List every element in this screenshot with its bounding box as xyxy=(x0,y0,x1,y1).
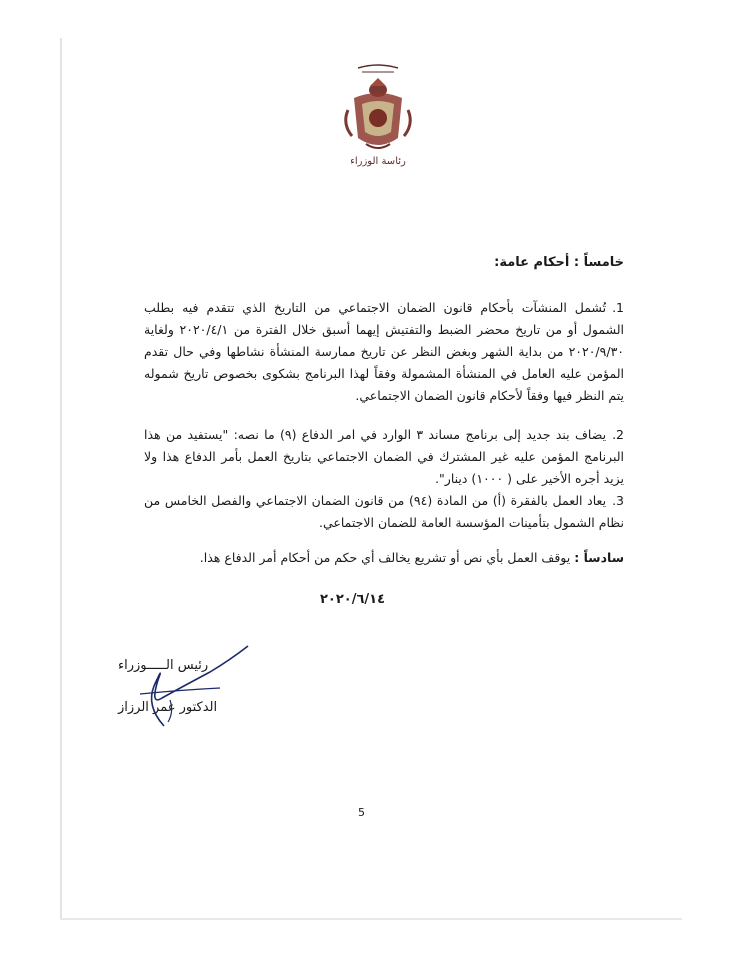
page-number: 5 xyxy=(358,806,365,819)
item-text: يضاف بند جديد إلى برنامج مساند ٣ الوارد في امر الدفاع (٩) ما نصه: "يستفيد من هذا البرنامج المؤمن عليه غير المشترك في الضمان الاجتماعي بتاريخ العمل بأمر الدفاع هذا ولا يزيد أجره الأخير على ( ١٠٠٠) دينار". xyxy=(144,427,624,486)
item-text: يعاد العمل بالفقرة (أ) من المادة (٩٤) من قانون الضمان الاجتماعي والفصل الخامس من نظام الشمول بتأمينات المؤسسة العامة للضمان الاجتماعي. xyxy=(144,493,624,530)
page-border-left xyxy=(60,38,62,920)
signatory-name: الدكتور عمر الرزاز xyxy=(118,700,218,715)
item-number: 1. xyxy=(612,300,624,315)
signatory-title: رئيس الـــــوزراء xyxy=(118,658,209,673)
item-text: تُشمل المنشآت بأحكام قانون الضمان الاجتماعي من التاريخ الذي تتقدم فيه بطلب الشمول أو من تاريخ محضر الضبط والتفتيش إيهما أسبق خلال الفترة من ٢٠٢٠/٤/١ ولغاية ٢٠٢٠/٩/٣٠ من بداية الشهر وبغض النظر عن تاريخ ممارسة المنشأة نشاطها وفي حال تقدم المؤمن عليه العامل في المنشأة المشمولة وفقاً لهذا البرنامج بشكوى بخصوص تاريخ شموله يتم النظر فيها وفقاً لأحكام قانون الضمان الاجتماعي. xyxy=(144,300,624,403)
list-item xyxy=(144,297,624,407)
document-date: ٢٠٢٠/٦/١٤ xyxy=(320,592,386,607)
section-five-heading: خامساً : أحكام عامة: xyxy=(494,255,624,270)
page-border-bottom xyxy=(60,918,682,920)
royal-crest-icon xyxy=(336,60,420,170)
section-six xyxy=(200,550,624,565)
item-number: 3. xyxy=(612,493,624,508)
section-six-label: سادساً : xyxy=(574,550,624,565)
crest-caption: رئاسة الوزراء xyxy=(350,156,406,167)
list-item xyxy=(144,424,624,490)
section-six-text: يوقف العمل بأي نص أو تشريع يخالف أي حكم من أحكام أمر الدفاع هذا. xyxy=(199,550,571,565)
item-number: 2. xyxy=(612,427,624,442)
list-item xyxy=(144,490,624,534)
handwritten-signature-icon xyxy=(110,640,260,730)
